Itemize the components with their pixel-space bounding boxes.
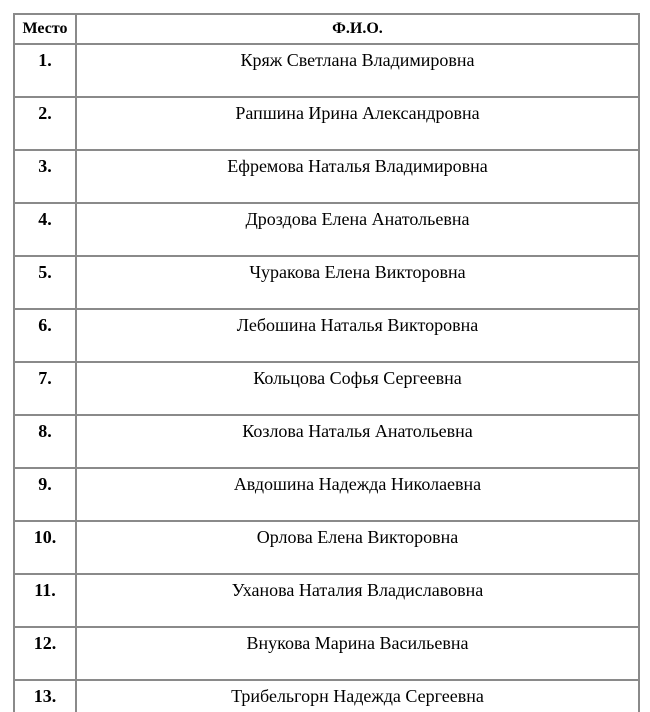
name-cell: Козлова Наталья Анатольевна [76,415,639,468]
table-row [14,627,639,680]
name-cell: Лебошина Наталья Викторовна [76,309,639,362]
place-cell: 1. [14,44,76,97]
place-cell: 8. [14,415,76,468]
header-place: Место [14,14,76,44]
table-row [14,680,639,712]
table-row [14,97,639,150]
place-cell: 12. [14,627,76,680]
table-row [14,415,639,468]
name-cell: Чуракова Елена Викторовна [76,256,639,309]
table-row [14,203,639,256]
header-row [14,14,639,44]
header-name: Ф.И.О. [76,14,639,44]
results-table [13,13,640,712]
place-cell: 3. [14,150,76,203]
place-cell: 7. [14,362,76,415]
table-row [14,468,639,521]
name-cell: Орлова Елена Викторовна [76,521,639,574]
place-cell: 9. [14,468,76,521]
name-cell: Уханова Наталия Владиславовна [76,574,639,627]
table-row [14,574,639,627]
table-row [14,309,639,362]
name-cell: Кольцова Софья Сергеевна [76,362,639,415]
table-row [14,521,639,574]
name-cell: Авдошина Надежда Николаевна [76,468,639,521]
name-cell: Внукова Марина Васильевна [76,627,639,680]
table-row [14,150,639,203]
table-row [14,362,639,415]
name-cell: Трибельгорн Надежда Сергеевна [76,680,639,712]
name-cell: Кряж Светлана Владимировна [76,44,639,97]
table-row [14,256,639,309]
place-cell: 11. [14,574,76,627]
place-cell: 13. [14,680,76,712]
place-cell: 5. [14,256,76,309]
table-row [14,44,639,97]
name-cell: Рапшина Ирина Александровна [76,97,639,150]
table-body [14,44,639,712]
name-cell: Дроздова Елена Анатольевна [76,203,639,256]
name-cell: Ефремова Наталья Владимировна [76,150,639,203]
place-cell: 2. [14,97,76,150]
place-cell: 4. [14,203,76,256]
place-cell: 10. [14,521,76,574]
place-cell: 6. [14,309,76,362]
